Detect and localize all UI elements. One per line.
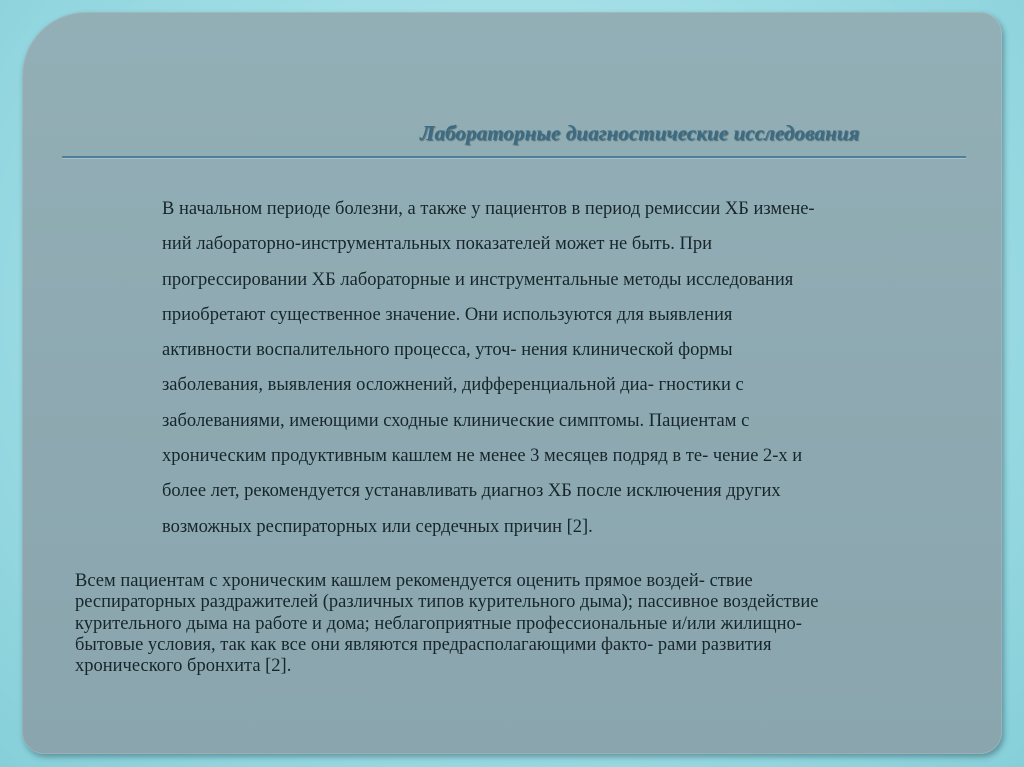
paragraph-1 xyxy=(162,192,962,545)
paragraph-1-line: прогрессировании ХБ лабораторные и инструментальные методы исследования xyxy=(162,269,794,290)
paragraph-1-line: заболеваниями, имеющими сходные клинические симптомы. Пациентам с xyxy=(162,410,750,431)
slide-title: Лабораторные диагностические исследования xyxy=(420,121,860,145)
paragraph-1-line: приобретают существенное значение. Они используются для выявления xyxy=(162,304,733,325)
paragraph-2-line: бытовые условия, так как все они являются предрасполагающими факто- рами развития xyxy=(75,634,772,655)
paragraph-2-line: хронического бронхита [2]. xyxy=(75,656,292,677)
paragraph-1-line: возможных респираторных или сердечных причин [2]. xyxy=(162,516,593,537)
paragraph-1-line: В начальном периоде болезни, а также у пациентов в период ремиссии ХБ измене- xyxy=(162,199,815,219)
paragraph-2-line: респираторных раздражителей (различных типов курительного дыма); пассивное воздействие xyxy=(75,592,819,613)
paragraph-2-line: курительного дыма на работе и дома; неблагоприятные профессиональные и/или жилищно- xyxy=(75,613,802,634)
paragraph-1-line: ний лабораторно-инструментальных показателей может не быть. При xyxy=(162,234,712,255)
paragraph-1-line: более лет, рекомендуется устанавливать диагноз ХБ после исключения других xyxy=(162,481,781,502)
paragraph-2 xyxy=(75,571,955,677)
title-underline xyxy=(62,156,966,158)
paragraph-2-line: Всем пациентам с хроническим кашлем рекомендуется оценить прямое воздей- ствие xyxy=(75,571,753,591)
paragraph-1-line: заболевания, выявления осложнений, дифференциальной диа- гностики с xyxy=(162,375,744,396)
paragraph-1-line: хроническим продуктивным кашлем не менее 3 месяцев подряд в те- чение 2-х и xyxy=(162,446,803,467)
paragraph-1-line: активности воспалительного процесса, уточ- нения клинической формы xyxy=(162,340,733,361)
